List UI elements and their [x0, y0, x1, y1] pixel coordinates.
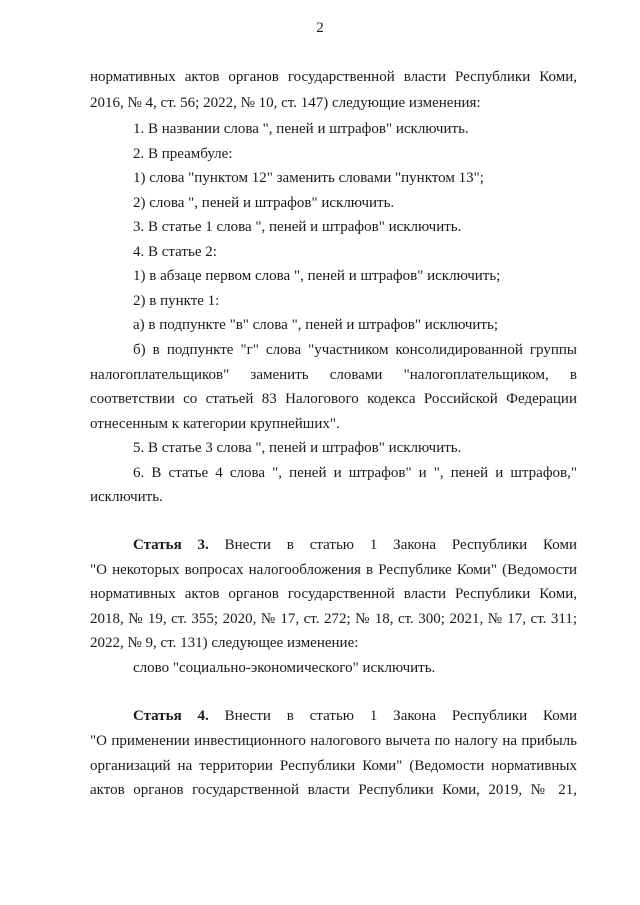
list-item: 2) в пункте 1: — [133, 293, 220, 309]
article-4-first-line — [133, 707, 577, 725]
text-line: актов органов государственной власти Республики Коми, 2019, № 21, — [90, 782, 577, 798]
text-line: 2022, № 9, ст. 131) следующее изменение: — [90, 635, 359, 651]
text-line: отнесенным к категории крупнейших". — [90, 416, 340, 432]
text-line: организаций на территории Республики Коми" (Ведомости нормативных — [90, 758, 577, 774]
list-item: 4. В статье 2: — [133, 244, 217, 260]
article-3-heading: Статья 3. — [133, 537, 209, 553]
text-line: нормативных актов органов государственной власти Республики Коми, — [90, 586, 577, 602]
list-item: 6. В статье 4 слова ", пеней и штрафов" и ", пеней и штрафов," — [133, 465, 577, 481]
article-3-first-text: Внести в статью 1 Закона Республики Коми — [224, 537, 577, 553]
text-line: слово "социально-экономического" исключить. — [133, 660, 436, 676]
list-item: б) в подпункте "г" слова "участником консолидированной группы — [133, 342, 577, 358]
list-item: 3. В статье 1 слова ", пеней и штрафов" исключить. — [133, 219, 462, 235]
list-item: 2. В преамбуле: — [133, 146, 233, 162]
list-item: 1) в абзаце первом слова ", пеней и штрафов" исключить; — [133, 268, 501, 284]
article-3-first-line — [133, 536, 577, 554]
text-line: 2018, № 19, ст. 355; 2020, № 17, ст. 272; № 18, ст. 300; 2021, № 17, ст. 311; — [90, 611, 577, 627]
list-item: 5. В статье 3 слова ", пеней и штрафов" исключить. — [133, 440, 462, 456]
text-line: "О применении инвестиционного налогового вычета по налогу на прибыль — [90, 733, 577, 749]
article-4-first-text: Внести в статью 1 Закона Республики Коми — [224, 708, 577, 724]
list-item: 2) слова ", пеней и штрафов" исключить. — [133, 195, 395, 211]
page-number: 2 — [316, 20, 324, 36]
article-4-heading: Статья 4. — [133, 708, 209, 724]
text-line: 2016, № 4, ст. 56; 2022, № 10, ст. 147) следующие изменения: — [90, 95, 481, 111]
list-item: 1) слова "пунктом 12" заменить словами "пунктом 13"; — [133, 170, 484, 186]
text-line: исключить. — [90, 489, 163, 505]
list-item: а) в подпункте "в" слова ", пеней и штрафов" исключить; — [133, 317, 498, 333]
list-item: 1. В названии слова ", пеней и штрафов" исключить. — [133, 121, 469, 137]
text-line: "О некоторых вопросах налогообложения в Республике Коми" (Ведомости — [90, 562, 577, 578]
text-line: соответствии со статьей 83 Налогового кодекса Российской Федерации — [90, 391, 577, 407]
text-line: налогоплательщиков" заменить словами "налогоплательщиком, в — [90, 367, 577, 383]
text-line: нормативных актов органов государственной власти Республики Коми, — [90, 69, 577, 85]
